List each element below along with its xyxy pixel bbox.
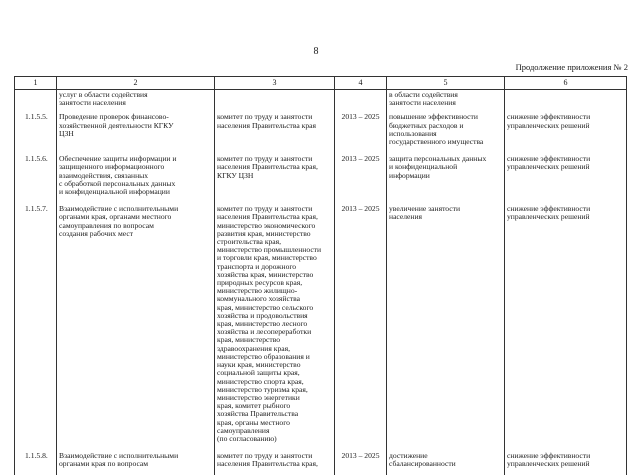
activity-cell: Проведение проверок финансово- хозяйственной деятельности КГКУ ЦЗН: [57, 110, 215, 152]
column-header: 1: [15, 77, 57, 90]
executor-cell: [215, 90, 335, 111]
activity-cell: Обеспечение защиты информации и защищенного информационного взаимодействия, связанных с обработкой персональных данных и конфиденциальной информации: [57, 152, 215, 202]
years-cell: 2013 – 2025: [335, 152, 387, 202]
table-row: [15, 152, 627, 202]
executor-cell: комитет по труду и занятости населения Правительства края,: [215, 449, 335, 474]
table-row: [15, 110, 627, 152]
consequence-cell: снижение эффективности управленческих решений: [505, 110, 627, 152]
column-header: 6: [505, 77, 627, 90]
continuation-label: Продолжение приложения № 2: [515, 62, 628, 72]
activity-cell: Взаимодействие с исполнительными органами края, органами местного самоуправления по вопросам создания рабочих мест: [57, 202, 215, 449]
column-header: 5: [387, 77, 505, 90]
years-cell: 2013 – 2025: [335, 449, 387, 474]
table-row-continuation: [15, 90, 627, 111]
column-header: 2: [57, 77, 215, 90]
result-cell: повышение эффективности бюджетных расходов и использования государственного имущества: [387, 110, 505, 152]
years-cell: 2013 – 2025: [335, 110, 387, 152]
row-number: [15, 90, 57, 111]
executor-cell: комитет по труду и занятости населения Правительства края, КГКУ ЦЗН: [215, 152, 335, 202]
activity-cell: услуг в области содействия занятости населения: [57, 90, 215, 111]
row-number: 1.1.5.6.: [15, 152, 57, 202]
result-cell: защита персональных данных и конфиденциальной информации: [387, 152, 505, 202]
column-header: 3: [215, 77, 335, 90]
consequence-cell: снижение эффективности управленческих решений: [505, 449, 627, 474]
years-cell: [335, 90, 387, 111]
page-number: 8: [313, 46, 319, 57]
years-cell: 2013 – 2025: [335, 202, 387, 449]
result-cell: увеличение занятости населения: [387, 202, 505, 449]
table-row: [15, 449, 627, 474]
consequence-cell: [505, 90, 627, 111]
column-header: 4: [335, 77, 387, 90]
row-number: 1.1.5.7.: [15, 202, 57, 449]
row-number: 1.1.5.5.: [15, 110, 57, 152]
consequence-cell: снижение эффективности управленческих решений: [505, 152, 627, 202]
result-cell: в области содействия занятости населения: [387, 90, 505, 111]
consequence-cell: снижение эффективности управленческих решений: [505, 202, 627, 449]
executor-cell: комитет по труду и занятости населения Правительства края: [215, 110, 335, 152]
row-number: 1.1.5.8.: [15, 449, 57, 474]
executor-cell: комитет по труду и занятости населения Правительства края, министерство экономического развития края, министерство строительства края, министерство промышленности и торговли края, министерство транспорта и дорожного хозяйства края, министерство природных ресурсов края, министерство жилищно- коммунального хозяйства края, министерство сельского хозяйства и продовольствия края, министерство лесного хозяйства и лесопереработки края, министерство здравоохранения края, министерство образования и науки края, министерство социальной защиты края, министерство спорта края, министерство туризма края, министерство энергетики края, комитет рыбного хозяйства Правительства края, органы местного самоуправления (по согласованию): [215, 202, 335, 449]
activity-cell: Взаимодействие с исполнительными органами края по вопросам: [57, 449, 215, 474]
result-cell: достижение сбалансированности: [387, 449, 505, 474]
table-header-row: [15, 77, 627, 90]
appendix-table: [14, 76, 627, 475]
table-row: [15, 202, 627, 449]
